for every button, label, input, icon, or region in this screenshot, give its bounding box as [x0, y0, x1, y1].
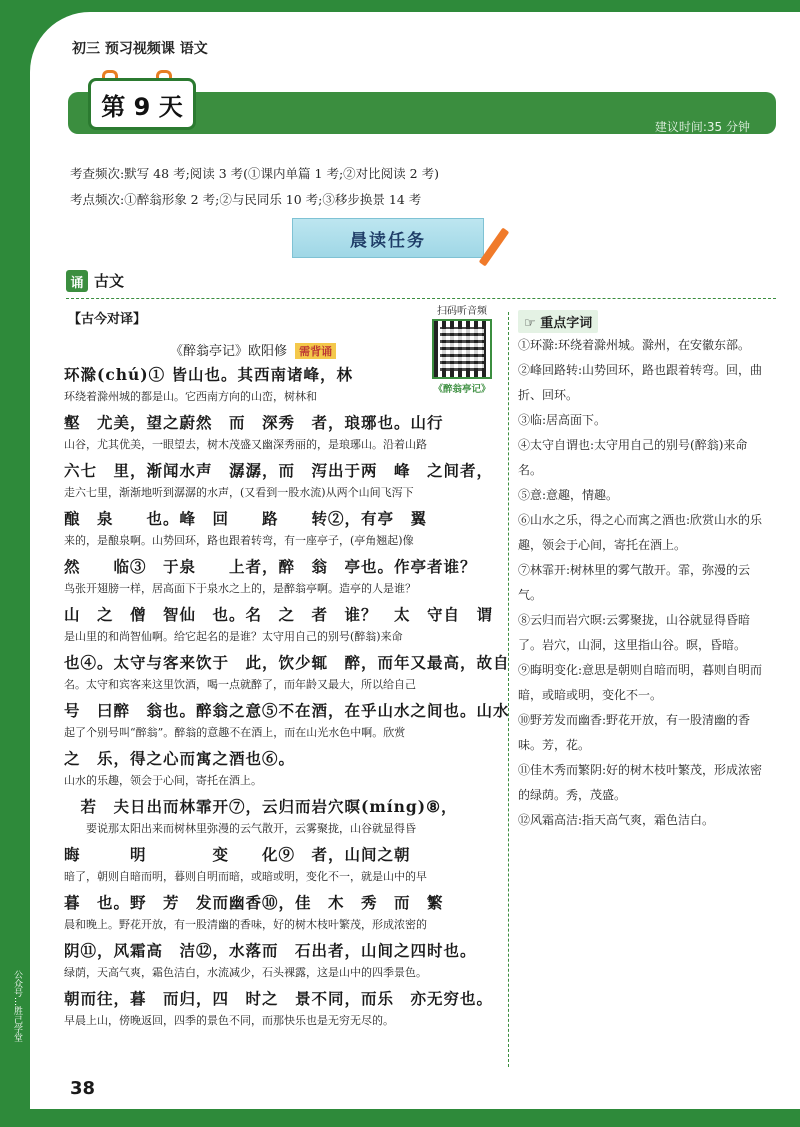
page — [30, 12, 800, 1109]
translation-line: 山谷，尤其优美，一眼望去，树木茂盛又幽深秀丽的，是琅琊山。沿着山路 — [64, 438, 427, 451]
day-badge: 第 9 天 — [88, 78, 196, 130]
sidebar-item: ⑧云归而岩穴暝:云雾聚拢，山谷就显得昏暗了。岩穴，山洞，这里指山谷。暝，昏暗。 — [518, 613, 751, 652]
original-line: 也④。太守与客来饮于 此，饮少辄 醉，而年又最高，故自 — [64, 653, 510, 672]
sidebar-item: ⑪佳木秀而繁阴:好的树木枝叶繁茂，形成浓密的绿荫。秀，茂盛。 — [518, 763, 763, 802]
sidebar-item: ⑥山水之乐，得之心而寓之酒也:欣赏山水的乐趣，领会于心间，寄托在酒上。 — [518, 513, 763, 552]
translation-line: 早晨上山，傍晚返回，四季的景色不同，而那快乐也是无穷无尽的。 — [64, 1014, 394, 1027]
column-divider — [508, 312, 509, 1067]
text-lines — [64, 362, 510, 1034]
original-line: 晦 明 变 化⑨ 者，山间之朝 — [64, 845, 411, 864]
original-line: 号 曰醉 翁也。醉翁之意⑤不在酒，在乎山水之间也。山水 — [64, 701, 510, 720]
sidebar-title: ☞ 重点字词 — [518, 310, 598, 333]
original-line: 若 夫日出而林霏开⑦，云归而岩穴暝(míng)⑧， — [64, 797, 458, 816]
original-line: 六七 里，渐闻水声 潺潺，而 泻出于两 峰 之间者， — [64, 461, 494, 480]
translation-line: 走六七里，渐渐地听到潺潺的水声，(又看到一股水流)从两个山间飞泻下 — [64, 486, 414, 499]
essay-title — [170, 340, 336, 359]
qr-label: 扫码听音频 — [437, 306, 487, 317]
sidebar-item: ⑨晦明变化:意思是朝则自暗而明，暮则自明而暗，或暗或明，变化不一。 — [518, 663, 763, 702]
point-frequency: 考点频次:①醉翁形象 2 考;②与民同乐 10 考;③移步换景 14 考 — [70, 192, 422, 207]
sidebar-items — [518, 333, 770, 833]
page-number: 38 — [70, 1078, 96, 1099]
sidebar-item: ②峰回路转:山势回环，路也跟着转弯。回，曲折、回环。 — [518, 363, 763, 402]
original-line: 之 乐，得之心而寓之酒也⑥。 — [64, 749, 296, 768]
sidebar-item: ①环滁:环绕着滁州城。滁州，在安徽东部。 — [518, 338, 751, 352]
divider-line — [66, 298, 776, 299]
translation-line: 是山里的和尚智仙啊。给它起名的是谁？太守用自己的别号(醉翁)来命 — [64, 630, 403, 643]
suggested-time: 建议时间:35 分钟 — [654, 120, 750, 134]
translation-line: 鸟张开翅膀一样，居高面下于泉水之上的，是醉翁亭啊。造亭的人是谁？ — [64, 582, 416, 595]
original-line: 壑 尤美，望之蔚然 而 深秀 者，琅琊也。山行 — [64, 413, 444, 432]
sidebar-item: ⑦林霏开:树林里的雾气散开。霏，弥漫的云气。 — [518, 563, 751, 602]
exam-frequency: 考查频次:默写 48 考;阅读 3 考(①课内单篇 1 考;②对比阅读 2 考) — [70, 166, 439, 181]
original-line: 朝而往，暮 而归，四 时之 景不同，而乐 亦无穷也。 — [64, 989, 494, 1008]
original-line: 阴⑪，风霜高 洁⑫，水落而 石出者，山间之四时也。 — [64, 941, 477, 960]
original-line: 环滁(chú)① 皆山也。其西南诸峰，林 — [64, 365, 354, 384]
sidebar-item: ③临:居高面下。 — [518, 413, 607, 427]
essay-title-text: 《醉翁亭记》欧阳修 — [170, 344, 288, 359]
translation-line: 名。太守和宾客来这里饮酒，喝一点就醉了，而年龄又最大，所以给自己 — [64, 678, 416, 691]
recite-title: 古文 — [94, 272, 125, 290]
sidebar-item: ⑩野芳发而幽香:野花开放，有一股清幽的香味。芳，花。 — [518, 713, 751, 752]
recite-tag: 诵 — [66, 270, 88, 292]
qr-name: 《醉翁亭记》 — [433, 384, 491, 395]
section-label: 【古今对译】 — [68, 312, 147, 327]
original-line: 酿 泉 也。峰 回 路 转②，有亭 翼 — [64, 509, 428, 528]
translation-line: 山水的乐趣，领会于心间，寄托在酒上。 — [64, 774, 262, 787]
sidebar-title-text: 重点字词 — [540, 316, 593, 331]
translation-line: 环绕着滁州城的都是山。它西南方向的山峦，树林和 — [64, 390, 317, 403]
recite-required-tag: 需背诵 — [295, 343, 336, 359]
translation-line: 来的，是酿泉啊。山势回环，路也跟着转弯，有一座亭子，(亭角翘起)像 — [64, 534, 414, 547]
sidebar-item: ④太守自谓也:太守用自己的别号(醉翁)来命名。 — [518, 438, 748, 477]
translation-line: 起了个别号叫“醉翁”。醉翁的意趣不在酒上，而在山光水色中啊。欣赏 — [64, 726, 406, 739]
side-caption: 公众号…胜己学堂 — [12, 970, 22, 1042]
original-line: 山 之 僧 智仙 也。名 之 者 谁？ 太 守自 谓 — [64, 605, 494, 624]
translation-line: 晨和晚上。野花开放，有一股清幽的香味，好的树木枝叶繁茂，形成浓密的 — [64, 918, 427, 931]
sidebar-item: ⑫风霜高洁:指天高气爽，霜色洁白。 — [518, 813, 715, 827]
course-header: 初三 预习视频课 语文 — [72, 41, 208, 57]
original-line: 暮 也。野 芳 发而幽香⑩，佳 木 秀 而 繁 — [64, 893, 444, 912]
translation-line: 要说那太阳出来而树林里弥漫的云气散开，云雾聚拢，山谷就显得昏 — [64, 822, 416, 835]
original-line: 然 临③ 于泉 上者，醉 翁 亭也。作亭者谁？ — [64, 557, 477, 576]
sidebar-item: ⑤意:意趣，情趣。 — [518, 488, 619, 502]
key-words-sidebar — [518, 310, 770, 833]
translation-line: 暗了，朝则自暗而明，暮则自明而暗，或暗或明，变化不一，就是山中的早 — [64, 870, 427, 883]
translation-line: 绿荫，天高气爽，霜色洁白，水流减少，石头裸露，这是山中的四季景色。 — [64, 966, 427, 979]
task-title: 晨读任务 — [292, 218, 484, 258]
